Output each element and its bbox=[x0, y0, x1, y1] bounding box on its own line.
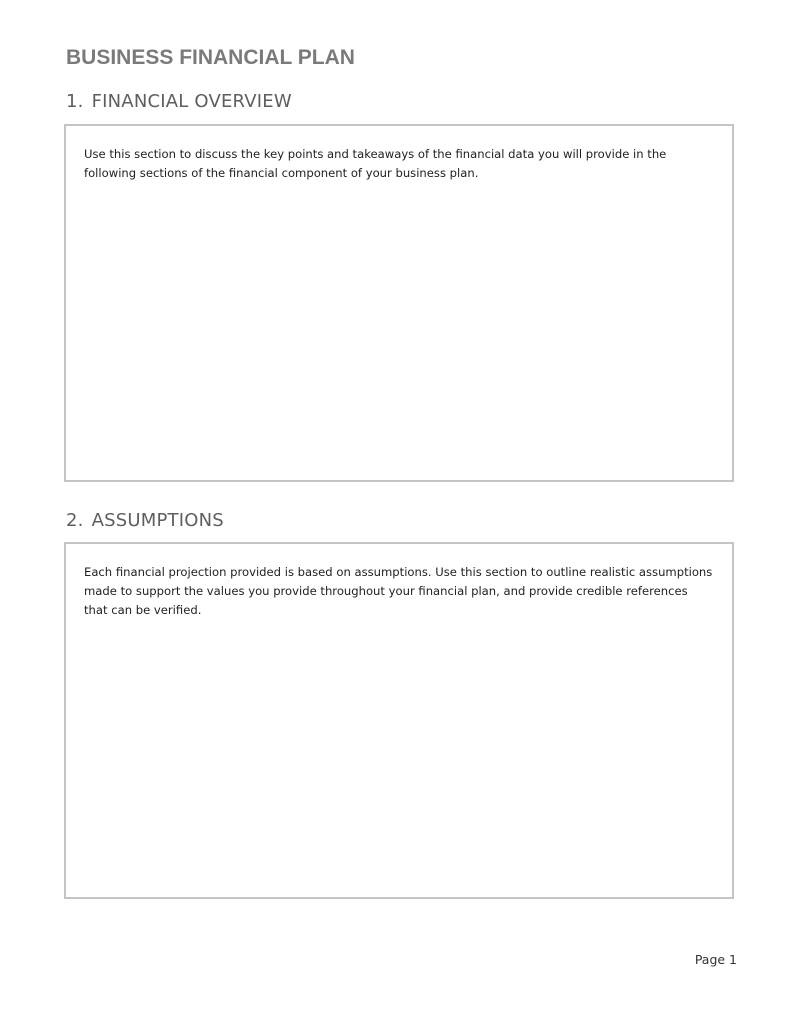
page-number: Page 1 bbox=[694, 952, 737, 967]
section-number: 2. bbox=[66, 510, 84, 531]
document-title: BUSINESS FINANCIAL PLAN bbox=[66, 46, 355, 69]
financial-overview-instructions: Use this section to discuss the key points and takeaways of the financial data you will provide in the following sections of the financial component of your business plan. bbox=[84, 147, 667, 180]
section-title: FINANCIAL OVERVIEW bbox=[91, 91, 292, 112]
section-heading-financial-overview bbox=[66, 91, 292, 112]
assumptions-instructions: Each financial projection provided is based on assumptions. Use this section to outline realistic assumptions made to support the values you provide throughout your financial plan, and provide credible references that can be verified. bbox=[84, 565, 713, 617]
assumptions-text-box[interactable] bbox=[64, 542, 734, 899]
section-title: ASSUMPTIONS bbox=[91, 510, 224, 531]
financial-overview-text-box[interactable] bbox=[64, 124, 734, 482]
section-heading-assumptions bbox=[66, 510, 224, 531]
section-number: 1. bbox=[66, 91, 84, 112]
